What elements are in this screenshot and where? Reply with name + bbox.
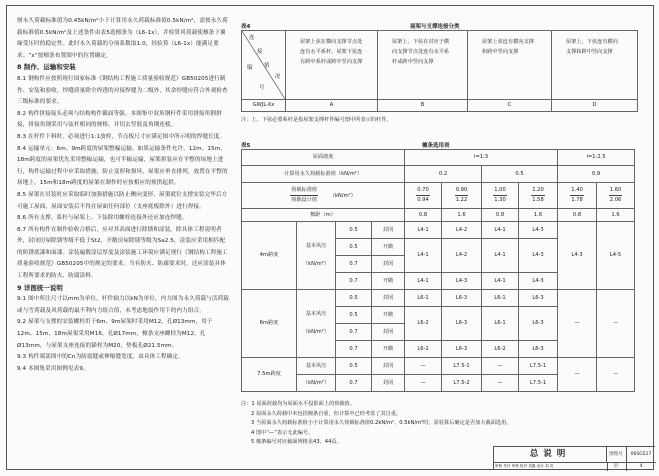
spacing-value: 1.6: [442, 209, 482, 222]
purlin-code: —: [558, 290, 597, 358]
note-item: 2 屋面永久荷载中未包括檩条自重，但计算中已经考虑了其自重。: [251, 410, 402, 417]
spacing-value: 0.8: [558, 209, 597, 222]
purlin-code: L7.5-1: [519, 358, 558, 375]
purlin-code: L6-2: [405, 307, 442, 341]
section-heading: 9 详图统一说明: [17, 283, 63, 292]
drawing-title: 总说明: [494, 447, 607, 463]
table4-desc-a: 屋架上弦在横向支撑节点处连有水平系杆，屋架下弦连有跨中系杆或跨中竖向支撑: [286, 31, 378, 100]
spacing-label: 檩距（m）: [242, 209, 405, 222]
table4-code-b: B: [378, 100, 468, 112]
purlin-code: L7.5-1: [442, 358, 482, 375]
atlas-number: 06SG517: [626, 447, 656, 463]
building-type: 开敞: [372, 307, 405, 324]
signature-row: 审核 朱丹 审核 校对 刘鑫 设计 刘 页: [494, 462, 608, 471]
building-type: 封闭: [372, 324, 405, 341]
wind-value: 0.7: [336, 256, 372, 273]
wind-pressure-label: 基本风压 （kN/m²）: [297, 290, 336, 358]
purlin-code: L4-1: [405, 273, 442, 290]
purlin-code: —: [405, 375, 442, 392]
note-item: 5 檩条编号对应截面规格见43、44页。: [251, 439, 342, 445]
purlin-code: L6-3: [519, 341, 558, 358]
purlin-code: L4-3: [442, 273, 482, 290]
purlin-code: L6-1: [482, 290, 519, 307]
permanent-load-0-5: 0.5: [482, 166, 558, 183]
note-item: 3 当屋面永久荷载标准值小于计算用永久荷载标准值0.2kN/m²、0.5kN/m²时，需验算后确定是否加大截面选用。: [251, 420, 512, 426]
wind-pressure-label: 基本风压: [297, 358, 336, 375]
paragraph: 9.1 图中所注尺寸以mm为单位，杆件轴力以kN为单位，内力图为永久荷载与活荷载或与雪荷载及风荷载的最不利内力组合值，未考虑地震作用下的内力组合。: [17, 296, 229, 314]
paragraph: 9.3 构件端部图中的Cn为防震缝或伸缩缝宽度，由具体工程确定。: [17, 354, 184, 361]
wind-value: 0.7: [336, 273, 372, 290]
table4-truss-bracing-connection: [241, 30, 638, 112]
table4-code-d: D: [552, 100, 638, 112]
table5-number: 表5: [241, 143, 251, 149]
purlin-code: —: [405, 358, 442, 375]
general-notes-text: [17, 16, 229, 375]
load-fraction: $\frac{1.60}{2.06}$: [597, 183, 635, 209]
purlin-code: L4-1: [405, 239, 442, 273]
wind-value: 0.5: [336, 239, 372, 256]
purlin-code: L6-1: [405, 290, 442, 307]
paragraph: 8.2 构件拼接接头必须与结构构件截面等强。本图集中双角钢杆件采用拼接角钢拼接，拼接角钢采用与弦杆相同的规格，并切去竖肢及角钢连棱。: [17, 110, 222, 129]
building-type: 开敞: [372, 239, 405, 256]
table5-title: 檩条选用表: [422, 143, 450, 149]
span-7-5m: 7.5m跨度: [242, 358, 297, 392]
purlin-code: L4-3: [519, 273, 558, 290]
table4-code-c: C: [468, 100, 552, 112]
paragraph: 層永久荷載标准值为0.45kN/m²小于计算用永久荷载标准值0.5kN/m²，需按永久荷载标准值0.5kN/m²及上述条件由表5选檩条为（L6-1x），并检算风荷载使檩条下翼缘受压时的稳定性。此时永久荷载的分项系数取1.0，经验算（L6-1x）能满足要求。“x”按檩条布置图中的位置确定。: [17, 18, 228, 59]
wind-value: 0.5: [336, 290, 372, 307]
load-fraction: $\frac{1.00}{1.30}$: [482, 183, 519, 209]
building-type: 封闭: [372, 256, 405, 273]
purlin-code: L6-3: [519, 290, 558, 307]
span-6m: 6m跨度: [242, 290, 297, 358]
title-block: [493, 446, 655, 470]
permanent-load-0-9: 0.9: [558, 166, 635, 183]
page-number: 4: [639, 464, 643, 469]
purlin-code: —: [482, 358, 519, 375]
paragraph: 8.3 在杆件下料时，必须进行1:1放样，节点板尺寸应满足图中所示明的焊缝长度。: [17, 133, 226, 140]
building-type: 封闭: [372, 290, 405, 307]
building-type: 封闭: [372, 375, 405, 392]
paragraph: 9.2 屋架与支撑的安装螺栓用于6m、9m屋架时采用M12，孔Ø13mm，用于12m、15m、18m屋架采用M16，孔Ø17mm，檩条支座螺栓为M12，孔Ø13mm，与屋架支座连接的锚栓为M20，垫板孔Ø21.5mm。: [17, 319, 213, 349]
wind-value: 0.5: [336, 307, 372, 324]
purlin-code: L6-3: [442, 307, 482, 341]
table4-number: 表4: [241, 24, 251, 30]
wind-pressure-label: 基本风压 （kN/m²）: [297, 222, 336, 290]
building-type: 封闭: [372, 222, 405, 239]
page-label: 页: [606, 462, 627, 471]
permanent-load-label: 计算用永久荷载标准值（kN/m²）: [242, 166, 405, 183]
purlin-code: L4-2: [442, 239, 482, 273]
purlin-code: L4-3: [519, 239, 558, 273]
purlin-code: L4-1: [482, 222, 519, 239]
purlin-code: L6-3: [442, 290, 482, 307]
section-heading: 8 制作、运输和安装: [17, 63, 76, 72]
wind-pressure-unit: （kN/m²）: [297, 375, 336, 392]
table4-desc-c: 屋架上弦连有横向支撑和跨中竖向支撑: [468, 31, 552, 100]
load-fraction: $\frac{1.20}{1.58}$: [519, 183, 558, 209]
purlin-code: L4-1: [482, 273, 519, 290]
spacing-value: 1.6: [597, 209, 635, 222]
table4-code-label: GWJL-Xx: [242, 100, 286, 112]
purlin-code: L6-2: [405, 341, 442, 358]
slope-value-1-2-5: i=1:2.5: [558, 150, 635, 166]
wind-value: 0.7: [336, 341, 372, 358]
table4-desc-d: 屋架上、下弦连有横向支撑和跨中竖向支撑: [552, 31, 638, 100]
table4-diagonal-header: 连 接 情 况 编 号: [242, 31, 286, 100]
permanent-load-0-2: 0.2: [405, 166, 482, 183]
slope-label: 屋面坡度: [242, 150, 405, 166]
paragraph: 8.6 所有支撑、系杆与屋架上、下弦除用螺栓连接外还应加连焊缝。: [17, 215, 188, 222]
purlin-code: L4-3: [558, 222, 597, 290]
load-fraction: $\frac{0.70}{0.94}$: [405, 183, 442, 209]
paragraph: 8.5 屋架在吊装时应采取临时加强措施以防止侧向变形，屋架就位支撑安装完毕后方可施工屋面，屋面安装后不得在屋面任何部位（支座底板除外）进行焊接。: [17, 191, 228, 210]
paragraph: 9.4 本图集采用图例见表9。: [17, 365, 89, 372]
purlin-code: L6-1: [482, 307, 519, 341]
wind-value: 0.5: [336, 358, 372, 375]
table4-code-a: A: [286, 100, 378, 112]
table5-notes: [241, 400, 511, 448]
purlin-code: L4-5: [597, 222, 635, 290]
spacing-value: 1.6: [519, 209, 558, 222]
spacing-value: 0.8: [482, 209, 519, 222]
purlin-code: —: [597, 358, 635, 392]
table5-purlin-selection: [241, 149, 635, 392]
load-label: $\frac{\text{荷载标准值}}{\text{荷载设计值}} (kN/m^2)$: [242, 183, 405, 209]
purlin-code: L6-3: [442, 341, 482, 358]
load-fraction: $\frac{1.40}{1.78}$: [558, 183, 597, 209]
purlin-code: L6-3: [519, 307, 558, 341]
span-4m: 4m跨度: [242, 222, 297, 290]
purlin-code: L7.5-2: [442, 375, 482, 392]
slope-value-1-3: i=1:3: [405, 150, 558, 166]
purlin-code: L7.5-1: [519, 375, 558, 392]
purlin-code: L4-1: [482, 239, 519, 273]
table4-title: 屋架与支撑连接分类: [410, 24, 460, 30]
note-item: 注：1 屋面荷载均为屋面水平投影面上的荷载值。: [241, 401, 355, 407]
table4-note: 注：上、下弦必要系杆是指屋架支撑杆件编号图中所表示的杆件。: [241, 117, 392, 123]
table4-desc-b: 屋架上、下弦在对应于横向支撑节点处连有水平系杆或跨中竖向支撑: [378, 31, 468, 100]
paragraph: 8.1 钢构件应按照现行国家标准《钢结构工程施工质量验收规范》GB50205进行制作、安装和验收。焊缝质量除全焊透的对接焊缝为二级外，其余焊缝应符合外观检查三级标准的要求。: [17, 75, 228, 106]
purlin-code: —: [558, 358, 597, 392]
note-item: 4 图中“—”表示无此编号。: [251, 429, 314, 436]
purlin-code: L4-1: [405, 222, 442, 239]
purlin-code: L6-2: [482, 341, 519, 358]
load-fraction: $\frac{0.90}{1.22}$: [442, 183, 482, 209]
atlas-number-label: 图集号: [606, 447, 627, 463]
purlin-code: —: [597, 290, 635, 358]
building-type: 开敞: [372, 273, 405, 290]
paragraph: 8.7 所有构件在制作验收合格后，应对其表面进行除锈和涂装。除具体工程说明者外，封闭房屋除锈等级不低于St2，开敞房屋除锈等级为Sa2.5，涂装应采用相匹配的防锈底漆和面漆。涂装遍数涂层厚度及涂装施工环境应满足现行《钢结构工程施工质量验收规范》GB50205中的规定的要求。当有防火、防腐要求时，还应涂装具体工程所要求的防火、防腐涂料。: [17, 226, 228, 280]
wind-value: 0.7: [336, 324, 372, 341]
wind-value: 0.7: [336, 375, 372, 392]
purlin-code: —: [482, 375, 519, 392]
wind-value: 0.5: [336, 222, 372, 239]
paragraph: 8.4 运输单元：6m、9m跨度的屋架整榀运输。如果运输条件允许，12m、15m、18m跨度的屋架优先采用整榀运输，也可半榀运输，屋架拼装应在平整的场地上进行，构件运输过程中应采取措施，防止变形和损坏，屋架应垂直排列，放置在平整的场地上，15m和18m跨度的屋架在制作时应按相应的预拱起拱。: [17, 145, 228, 187]
purlin-code: L4-2: [442, 222, 482, 239]
spacing-value: 0.8: [405, 209, 442, 222]
building-type: 封闭: [372, 358, 405, 375]
purlin-code: L4-3: [519, 222, 558, 239]
building-type: 开敞: [372, 341, 405, 358]
